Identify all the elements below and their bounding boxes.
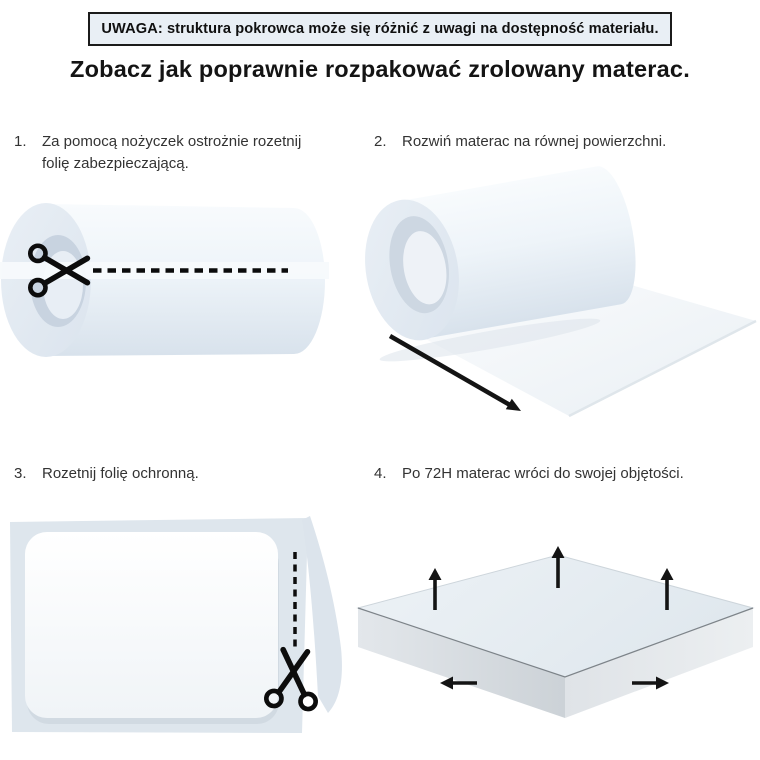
notice-text: UWAGA: struktura pokrowca może się różnić z uwagi na dostępność materiału. bbox=[101, 21, 659, 37]
step-4-label bbox=[374, 463, 756, 485]
step-text: Rozwiń materac na równej powierzchni. bbox=[402, 133, 667, 150]
expanding-mattress-illustration bbox=[355, 530, 760, 760]
foil-flap bbox=[302, 516, 342, 713]
foil-cutting-illustration bbox=[5, 510, 355, 750]
step-number: 4. bbox=[374, 465, 387, 482]
step-1-label bbox=[14, 131, 326, 174]
step-text: Za pomocą nożyczek ostrożnie rozetnij folię zabezpieczającą. bbox=[42, 133, 302, 172]
cut-band bbox=[0, 262, 329, 279]
step-text: Rozetnij folię ochronną. bbox=[42, 465, 199, 482]
flat-mattress bbox=[25, 532, 278, 718]
page-title: Zobacz jak poprawnie rozpakować zrolowany materac. bbox=[70, 56, 690, 82]
step-3-label bbox=[14, 463, 344, 485]
step-text: Po 72H materac wróci do swojej objętości. bbox=[402, 465, 684, 482]
notice-banner bbox=[88, 12, 672, 46]
step-number: 2. bbox=[374, 133, 387, 150]
unrolling-mattress-illustration bbox=[360, 158, 760, 440]
step-number: 3. bbox=[14, 465, 27, 482]
rolled-mattress-illustration bbox=[0, 186, 350, 401]
step-2-label bbox=[374, 131, 754, 153]
step-number: 1. bbox=[14, 133, 27, 150]
